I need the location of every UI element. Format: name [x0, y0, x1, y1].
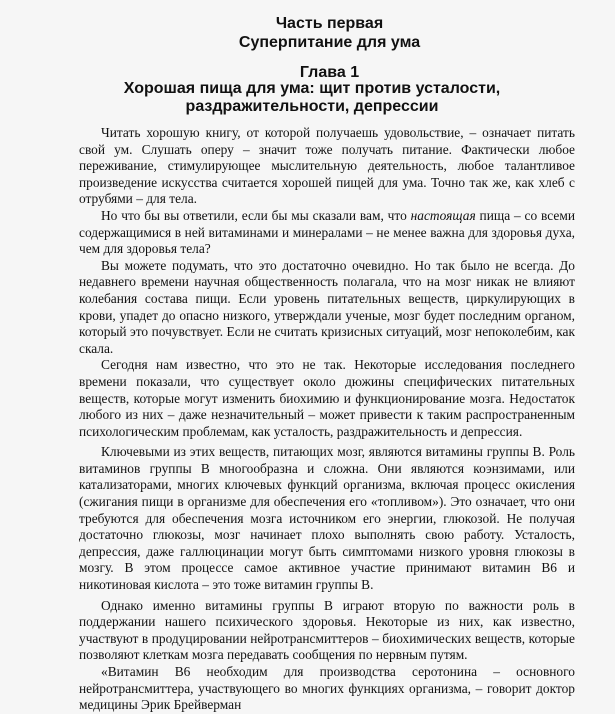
paragraph-3: Вы можете подумать, что это достаточно очевидно. Но так было не всегда. До недавнего времени научная общественность полагала, что на мозг никак не влияют колебания состава пищи. Если уровень питательных веществ, циркулирующих в крови, упадет до опасно низкого, утверждали ученые, мозг будет последним органом, который это почувствует. Если не считать кризисных ситуаций, мозг непоколебим, как скала. — [79, 257, 575, 356]
chapter-title: Хорошая пища для ума: щит против усталости, раздражительности, депрессии — [123, 80, 501, 115]
top-edge-mark — [128, 0, 318, 2]
paragraph-2-end: пища – со всеми содержащимися в ней витаминами и минералами – не менее важна для здоровья духа, чем для здоровья тела? — [79, 207, 575, 257]
body-text — [79, 125, 575, 714]
book-title: Суперпитание для ума — [238, 34, 421, 51]
paragraph-2-start: Но что бы вы ответили, если бы мы сказали вам, что — [101, 207, 411, 223]
paragraph-6: Однако именно витамины группы В играют вторую по важности роль в поддержании нашего психического здоровья. Некоторые из них, как известно, участвуют в продуцировании нейротрансмиттеров – биохимических веществ, которые позволяют клеткам мозга передавать сообщения по нервным путям. — [79, 597, 575, 663]
paragraph-5: Ключевыми из этих веществ, питающих мозг, являются витамины группы В. Роль витаминов группы В многообразна и сложна. Они являются коэнзимами, или катализаторами, многих ключевых функций организма, включая процесс окисления (сжигания пищи в организме для обеспечения его «топливом»). Это означает, что они требуются для обеспечения мозга источником его энергии, глюкозой. Не получая достаточно глюкозы, мозг начинает плохо выполнять свою работу. Усталость, депрессия, даже галлюцинации могут быть симптомами низкого уровня глюкозы в мозгу. В этом процессе самое активное участие принимают витамин В6 и никотиновая кислота – это тоже витамин группы В. — [79, 444, 575, 593]
paragraph-1: Читать хорошую книгу, от которой получаешь удовольствие, – означает питать свой ум. Слушать оперу – значит тоже получать питание. Фактически любое переживание, стимулирующее мыслительную деятельность, любое талантливое произведение искусства считается хорошей пищей для ума. Точно так же, как хлеб с отрубями – для тела. — [79, 125, 575, 207]
paragraph-2 — [79, 208, 575, 258]
paragraph-4: Сегодня нам известно, что это не так. Некоторые исследования последнего времени показали, что существует около дюжины специфических питательных веществ, которые могут изменить биохимию и функционирование мозга. Недостаток любого из них – даже незначительный – может привести к таким распространенным психологическим проблемам, как усталость, раздражительность и депрессия. — [79, 357, 575, 439]
emphasis-word: настоящая — [410, 207, 476, 223]
chapter-number: Глава 1 — [299, 64, 360, 81]
paragraph-7: «Витамин В6 необходим для производства серотонина – основного нейротрансмиттера, участвующего во многих функциях организма, – говорит доктор медицины Эрик Брейверман — [79, 664, 575, 713]
part-heading: Часть первая — [275, 15, 384, 32]
